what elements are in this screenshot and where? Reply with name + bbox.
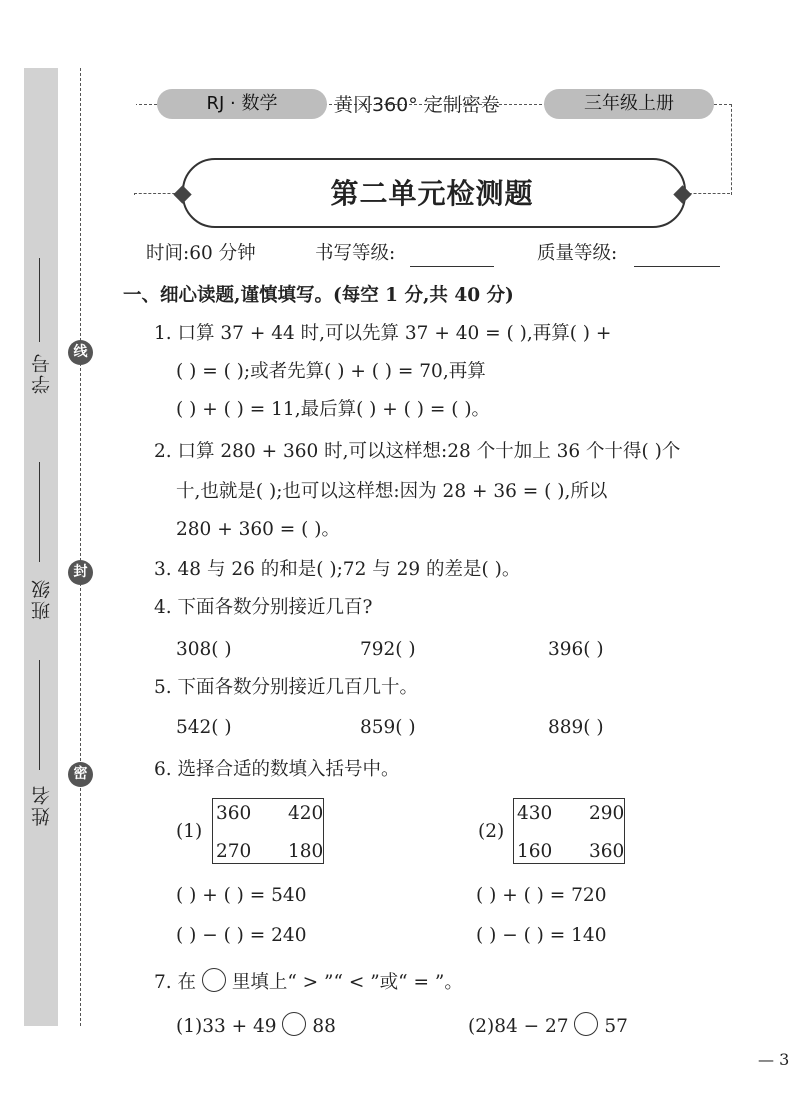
binding-cut-line (80, 68, 81, 1026)
q7-item-a (176, 1012, 336, 1039)
q4-answer-b: 792( ) (360, 639, 416, 660)
q7-line-1 (154, 968, 463, 995)
q2-line-2: 十,也就是( );也可以这样想:因为 28 + 36 = ( ),所以 (176, 481, 608, 502)
q6-part2-label: (2) (478, 821, 505, 842)
q6-line-1: 6. 选择合适的数填入括号中。 (154, 759, 400, 780)
writing-grade-label: 书写等级: (315, 243, 396, 264)
section-heading: 一、细心读题,谨慎填写。(每空 1 分,共 40 分) (123, 285, 514, 306)
q5-answer-c: 889( ) (548, 717, 604, 738)
q5-line-1: 5. 下面各数分别接近几百几十。 (154, 677, 419, 698)
q4-line-1: 4. 下面各数分别接近几百? (154, 597, 373, 618)
time-label: 时间:60 分钟 (146, 243, 256, 264)
seal-line-mark: 线 (68, 340, 93, 365)
q6-box2-num: 160 (517, 841, 553, 862)
q6-row1-left: ( ) + ( ) = 540 (176, 885, 307, 906)
q6-box2-num: 290 (589, 803, 625, 824)
q6-row2-left: ( ) − ( ) = 240 (176, 925, 307, 946)
q2-line-3: 280 + 360 = ( )。 (176, 519, 340, 540)
comparison-circle-icon (202, 968, 226, 992)
q7-a-left: (1)33 + 49 (176, 1016, 277, 1037)
q1-line-1: 1. 口算 37 + 44 时,可以先算 37 + 40 = ( ),再算( ) + (154, 323, 612, 344)
seal-seal-mark: 封 (68, 560, 93, 585)
q7-b-left: (2)84 − 27 (468, 1016, 569, 1037)
brand-title: 黄冈360° 定制密卷 (334, 94, 500, 116)
q4-answer-c: 396( ) (548, 639, 604, 660)
q2-line-1: 2. 口算 280 + 360 时,可以这样想:28 个十加上 36 个十得( )个 (154, 441, 681, 462)
q6-box1-num: 360 (216, 803, 252, 824)
student-id-field[interactable] (39, 258, 40, 342)
q6-part1-label: (1) (176, 821, 203, 842)
q7-a-answer-circle[interactable] (282, 1012, 306, 1036)
q7-text-b: 里填上“ > ”“ < ”或“ = ”。 (231, 972, 463, 993)
grade-pill: 三年级上册 (544, 89, 714, 119)
q6-box2-num: 430 (517, 803, 553, 824)
q6-row2-right: ( ) − ( ) = 140 (476, 925, 607, 946)
q5-answer-b: 859( ) (360, 717, 416, 738)
class-field[interactable] (39, 462, 40, 562)
quality-grade-field[interactable] (634, 246, 720, 267)
q5-answer-a: 542( ) (176, 717, 232, 738)
q7-item-b (468, 1012, 628, 1039)
q7-text-a: 7. 在 (154, 972, 197, 993)
q3-line-1: 3. 48 与 26 的和是( );72 与 29 的差是( )。 (154, 559, 521, 580)
binding-strip (24, 68, 58, 1026)
q7-a-right: 88 (312, 1016, 336, 1037)
writing-grade-field[interactable] (410, 246, 494, 267)
seal-close-mark: 密 (68, 762, 93, 787)
q1-line-2: ( ) = ( );或者先算( ) + ( ) = 70,再算 (176, 361, 486, 382)
student-id-label: 学号 (31, 352, 53, 394)
q7-b-answer-circle[interactable] (574, 1012, 598, 1036)
q6-box2-num: 360 (589, 841, 625, 862)
page-number: — 3 (758, 1050, 790, 1069)
q7-b-right: 57 (604, 1016, 628, 1037)
class-label: 班级 (31, 578, 53, 620)
subject-pill: RJ · 数学 (157, 89, 327, 119)
q1-line-3: ( ) + ( ) = 11,最后算( ) + ( ) = ( )。 (176, 399, 491, 420)
name-label: 姓名 (31, 784, 53, 826)
page-title: 第二单元检测题 (330, 177, 534, 210)
name-field[interactable] (39, 660, 40, 770)
quality-grade-label: 质量等级: (537, 243, 618, 264)
q6-box1-num: 420 (288, 803, 324, 824)
q6-row1-right: ( ) + ( ) = 720 (476, 885, 607, 906)
q6-box1-num: 180 (288, 841, 324, 862)
q6-box1-num: 270 (216, 841, 252, 862)
q4-answer-a: 308( ) (176, 639, 232, 660)
